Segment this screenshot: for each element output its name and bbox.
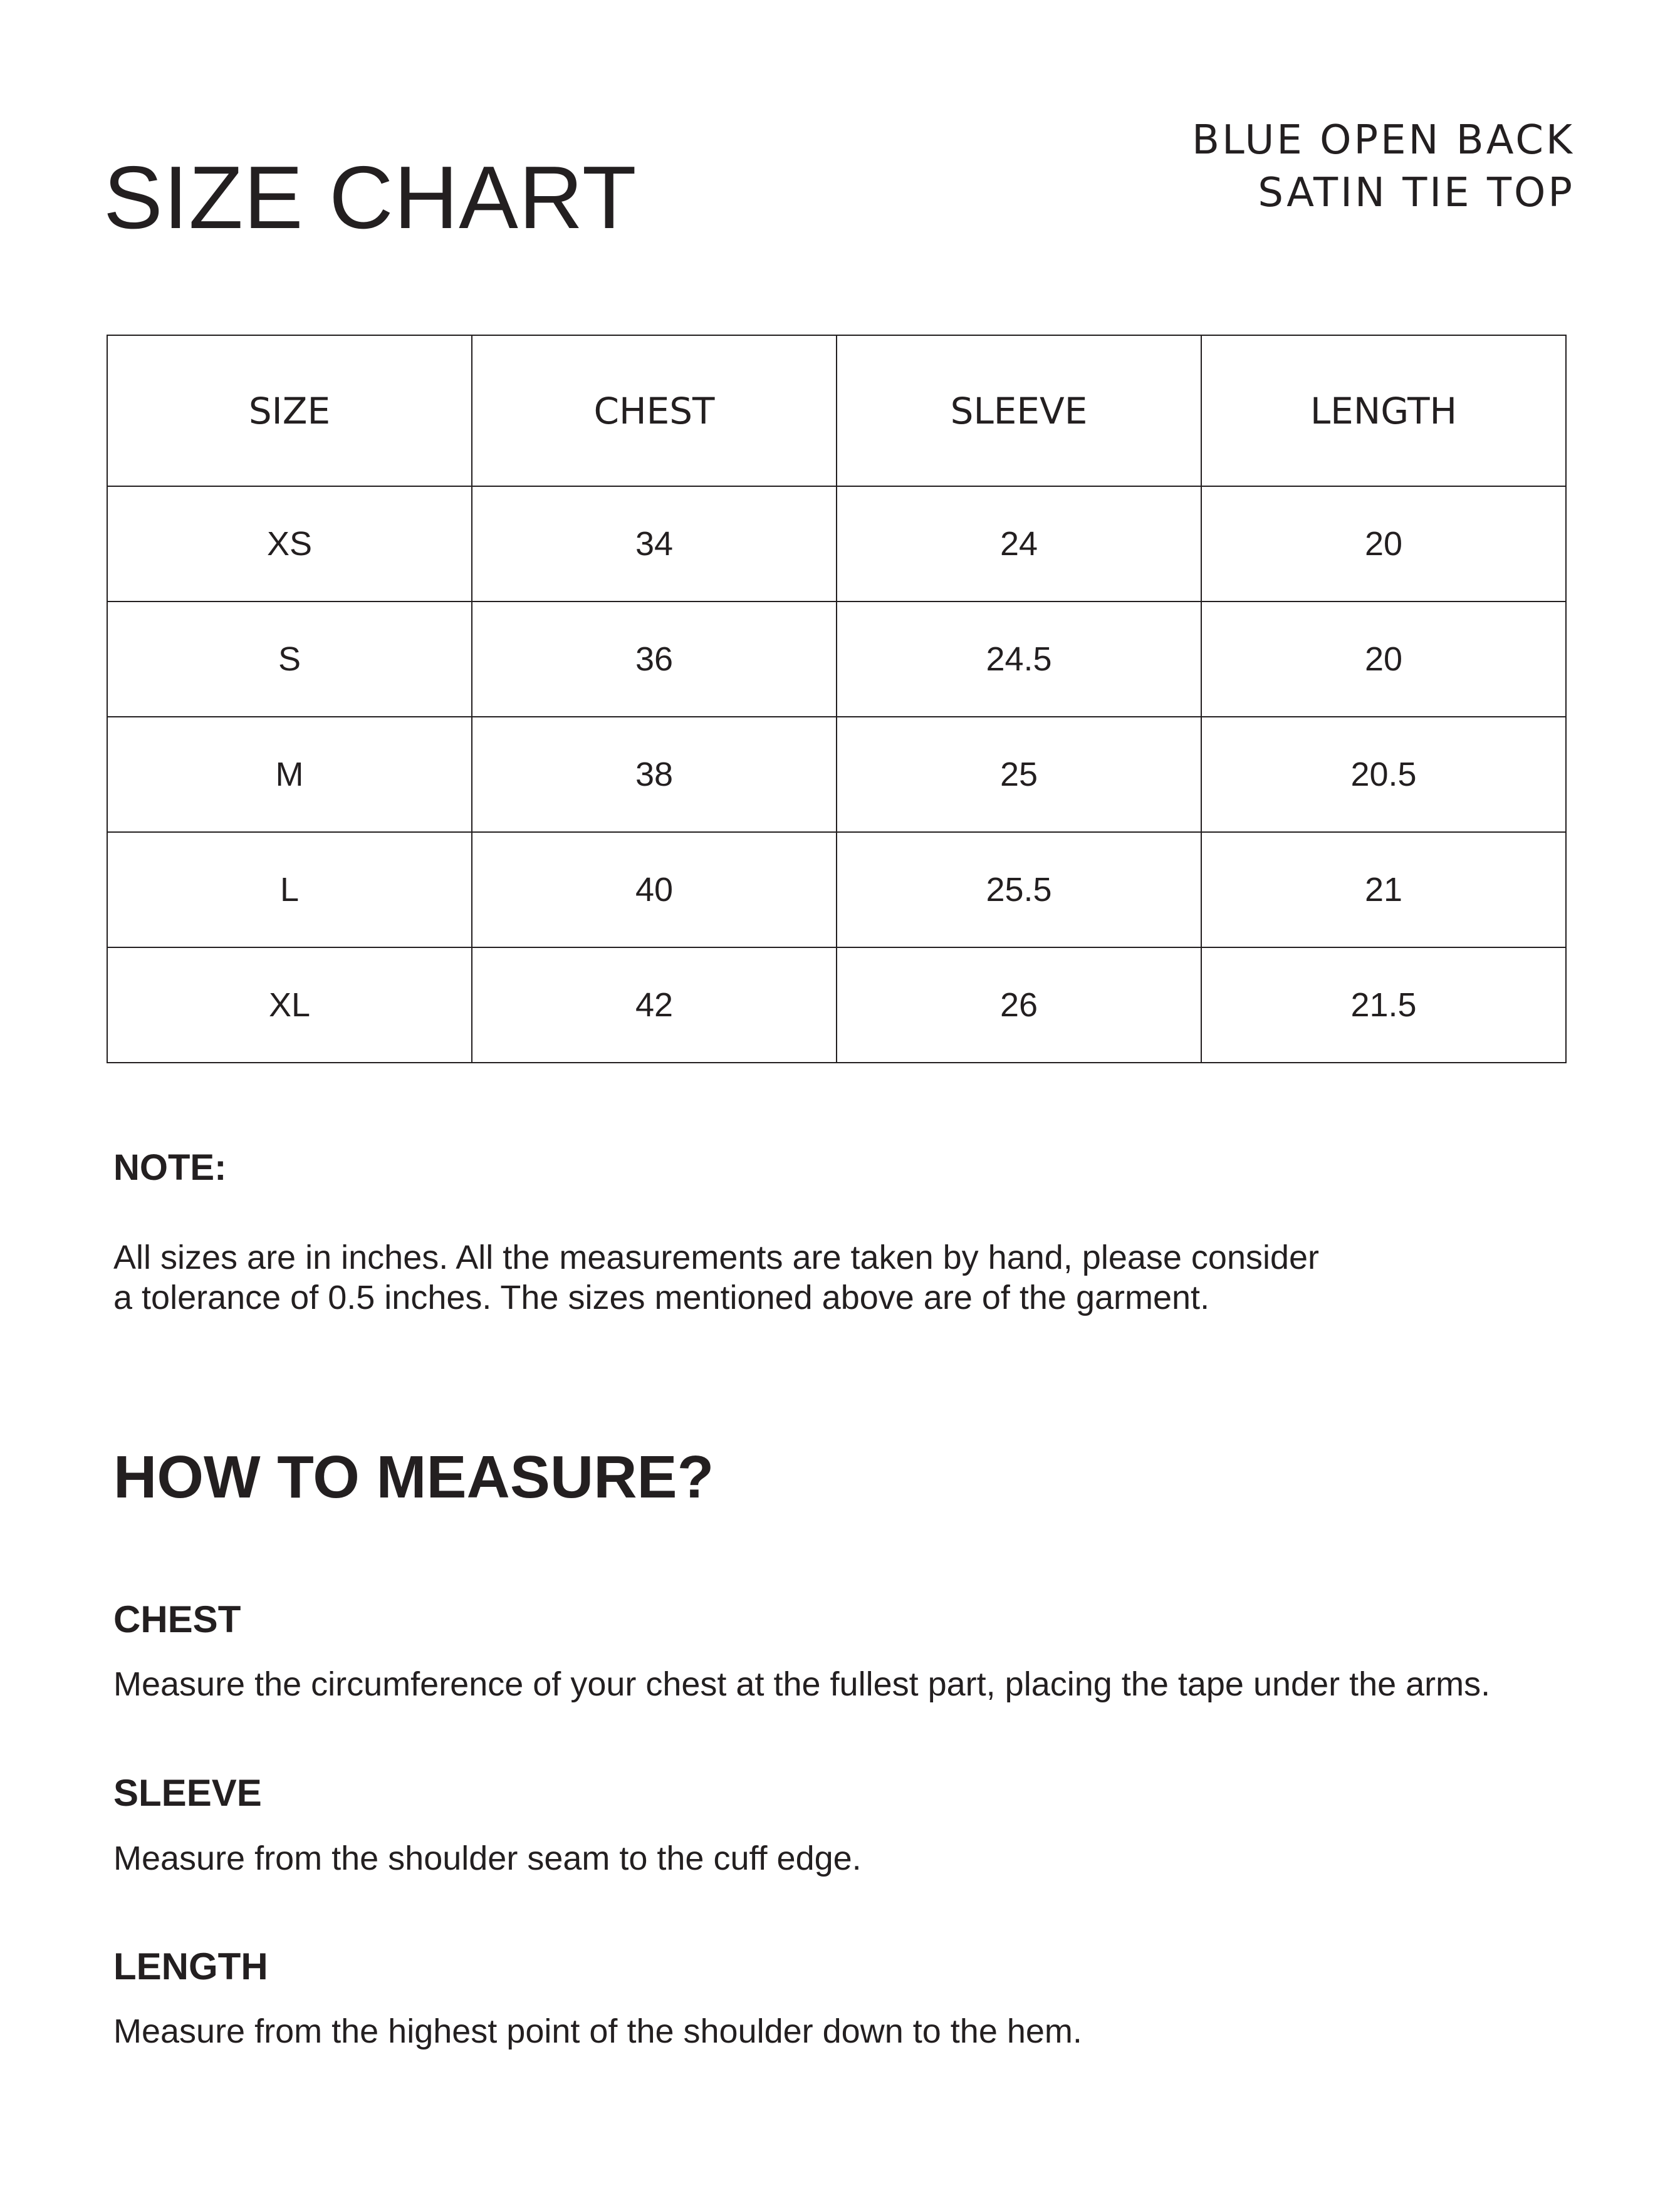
table-row: [107, 486, 1566, 602]
cell-length: 21: [1201, 832, 1566, 947]
cell-sleeve: 24: [837, 486, 1201, 602]
cell-sleeve: 24.5: [837, 602, 1201, 717]
product-name-line-2: SATIN TIE TOP: [1258, 170, 1575, 216]
note-line-1: All sizes are in inches. All the measurements are taken by hand, please consider: [113, 1239, 1320, 1276]
cell-chest: 38: [472, 717, 837, 832]
cell-sleeve: 25: [837, 717, 1201, 832]
cell-size: XL: [107, 947, 472, 1063]
cell-size: S: [107, 602, 472, 717]
cell-chest: 42: [472, 947, 837, 1063]
cell-length: 20: [1201, 486, 1566, 602]
cell-size: L: [107, 832, 472, 947]
header-sleeve: SLEEVE: [837, 335, 1201, 486]
cell-length: 20: [1201, 602, 1566, 717]
note-line-2: a tolerance of 0.5 inches. The sizes mentioned above are of the garment.: [113, 1279, 1210, 1316]
sleeve-measure-title: SLEEVE: [113, 1772, 262, 1814]
note-heading: NOTE:: [113, 1147, 227, 1188]
length-measure-text: Measure from the highest point of the shoulder down to the hem.: [113, 2013, 1082, 2050]
cell-chest: 36: [472, 602, 837, 717]
how-to-measure-heading: HOW TO MEASURE?: [113, 1444, 714, 1511]
page-title: SIZE CHART: [103, 148, 637, 248]
cell-size: XS: [107, 486, 472, 602]
sleeve-measure-text: Measure from the shoulder seam to the cuff edge.: [113, 1840, 862, 1877]
cell-length: 21.5: [1201, 947, 1566, 1063]
table-row: [107, 717, 1566, 832]
table-row: [107, 602, 1566, 717]
size-table: [107, 335, 1567, 1063]
cell-size: M: [107, 717, 472, 832]
header-length: LENGTH: [1201, 335, 1566, 486]
table-header-row: [107, 335, 1566, 486]
cell-length: 20.5: [1201, 717, 1566, 832]
cell-chest: 34: [472, 486, 837, 602]
note-text: [113, 1237, 1429, 1318]
cell-sleeve: 25.5: [837, 832, 1201, 947]
header-chest: CHEST: [472, 335, 837, 486]
table-row: [107, 947, 1566, 1063]
product-name: [1192, 114, 1575, 219]
chest-measure-text: Measure the circumference of your chest at the fullest part, placing the tape under the arms.: [113, 1665, 1491, 1703]
product-name-line-1: BLUE OPEN BACK: [1192, 117, 1575, 164]
header-size: SIZE: [107, 335, 472, 486]
table-row: [107, 832, 1566, 947]
chest-measure-title: CHEST: [113, 1598, 241, 1640]
length-measure-title: LENGTH: [113, 1945, 268, 1987]
cell-sleeve: 26: [837, 947, 1201, 1063]
cell-chest: 40: [472, 832, 837, 947]
